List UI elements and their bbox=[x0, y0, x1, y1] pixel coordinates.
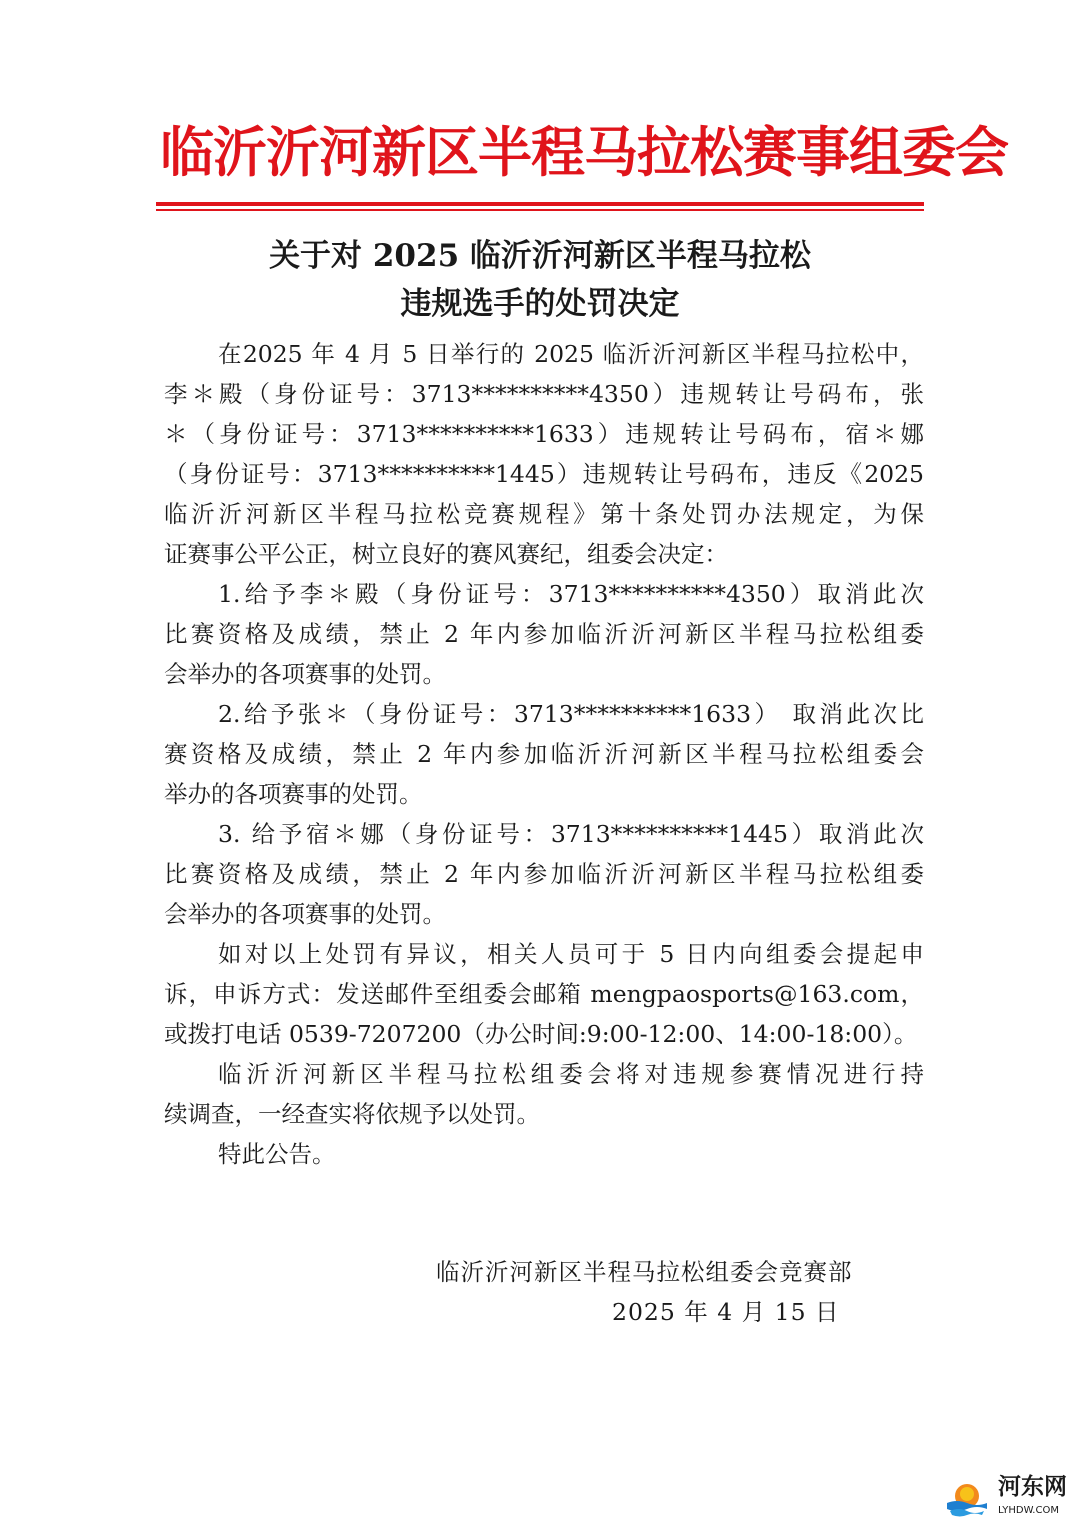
text-line: 赛资格及成绩，禁止 2 年内参加临沂沂河新区半程马拉松组委会 bbox=[164, 740, 924, 768]
text-line: 会举办的各项赛事的处罚。 bbox=[164, 660, 446, 688]
text-line: 3. 给予宿＊娜（身份证号：3713**********1445）取消此次 bbox=[218, 820, 924, 848]
text-line: 或拨打电话 0539-7207200（办公时间:9:00-12:00、14:00-18:00）。 bbox=[164, 1020, 918, 1048]
paragraph-penalty-2 bbox=[164, 694, 924, 814]
paragraph-closing bbox=[164, 1134, 924, 1174]
org-header: 临沂沂河新区半程马拉松赛事组委会 bbox=[160, 121, 1008, 184]
red-divider-thick bbox=[156, 202, 924, 206]
watermark-url: LYHDW.COM bbox=[998, 1505, 1059, 1516]
text-line: 在2025 年 4 月 5 日举行的 2025 临沂沂河新区半程马拉松中， bbox=[218, 340, 924, 368]
text-line: （身份证号：3713**********1445）违规转让号码布，违反《2025 bbox=[164, 460, 924, 488]
text-line: 临沂沂河新区半程马拉松组委会将对违规参赛情况进行持 bbox=[218, 1060, 924, 1088]
watermark bbox=[940, 1470, 1076, 1526]
text-line: 诉，申诉方式：发送邮件至组委会邮箱 mengpaosports@163.com， bbox=[164, 980, 924, 1008]
text-line: 会举办的各项赛事的处罚。 bbox=[164, 900, 446, 928]
text-line: 如对以上处罚有异议，相关人员可于 5 日内向组委会提起申 bbox=[218, 940, 924, 968]
document-title-line-2: 违规选手的处罚决定 bbox=[400, 286, 680, 322]
text-line: 1.给予李＊殿（身份证号：3713**********4350）取消此次 bbox=[218, 580, 924, 608]
text-line: 举办的各项赛事的处罚。 bbox=[164, 780, 423, 808]
paragraph-penalty-1 bbox=[164, 574, 924, 694]
document-title-line-1: 关于对 2025 临沂沂河新区半程马拉松 bbox=[269, 238, 811, 274]
signature-organization: 临沂沂河新区半程马拉松组委会竞赛部 bbox=[436, 1258, 853, 1286]
text-line: 比赛资格及成绩，禁止 2 年内参加临沂沂河新区半程马拉松组委 bbox=[164, 860, 924, 888]
paragraph-penalty-3 bbox=[164, 814, 924, 934]
paragraph-appeal bbox=[164, 934, 924, 1054]
signature-date: 2025 年 4 月 15 日 bbox=[612, 1298, 840, 1326]
text-line: ＊（身份证号：3713**********1633）违规转让号码布，宿＊娜 bbox=[164, 420, 924, 448]
text-line: 临沂沂河新区半程马拉松竞赛规程》第十条处罚办法规定，为保 bbox=[164, 500, 924, 528]
watermark-name: 河东网 bbox=[998, 1474, 1067, 1500]
paragraph-investigation bbox=[164, 1054, 924, 1134]
text-line: 特此公告。 bbox=[218, 1140, 336, 1168]
text-line: 证赛事公平公正，树立良好的赛风赛纪，组委会决定： bbox=[164, 540, 728, 568]
document-body bbox=[164, 334, 924, 1174]
red-divider-thin bbox=[156, 209, 924, 211]
text-line: 续调查，一经查实将依规予以处罚。 bbox=[164, 1100, 540, 1128]
sun-over-sea-logo-icon bbox=[944, 1476, 990, 1522]
text-line: 李＊殿（身份证号：3713**********4350）违规转让号码布，张 bbox=[164, 380, 924, 408]
text-line: 2.给予张＊（身份证号：3713**********1633） 取消此次比 bbox=[218, 700, 924, 728]
text-line: 比赛资格及成绩，禁止 2 年内参加临沂沂河新区半程马拉松组委 bbox=[164, 620, 924, 648]
paragraph-intro bbox=[164, 334, 924, 574]
